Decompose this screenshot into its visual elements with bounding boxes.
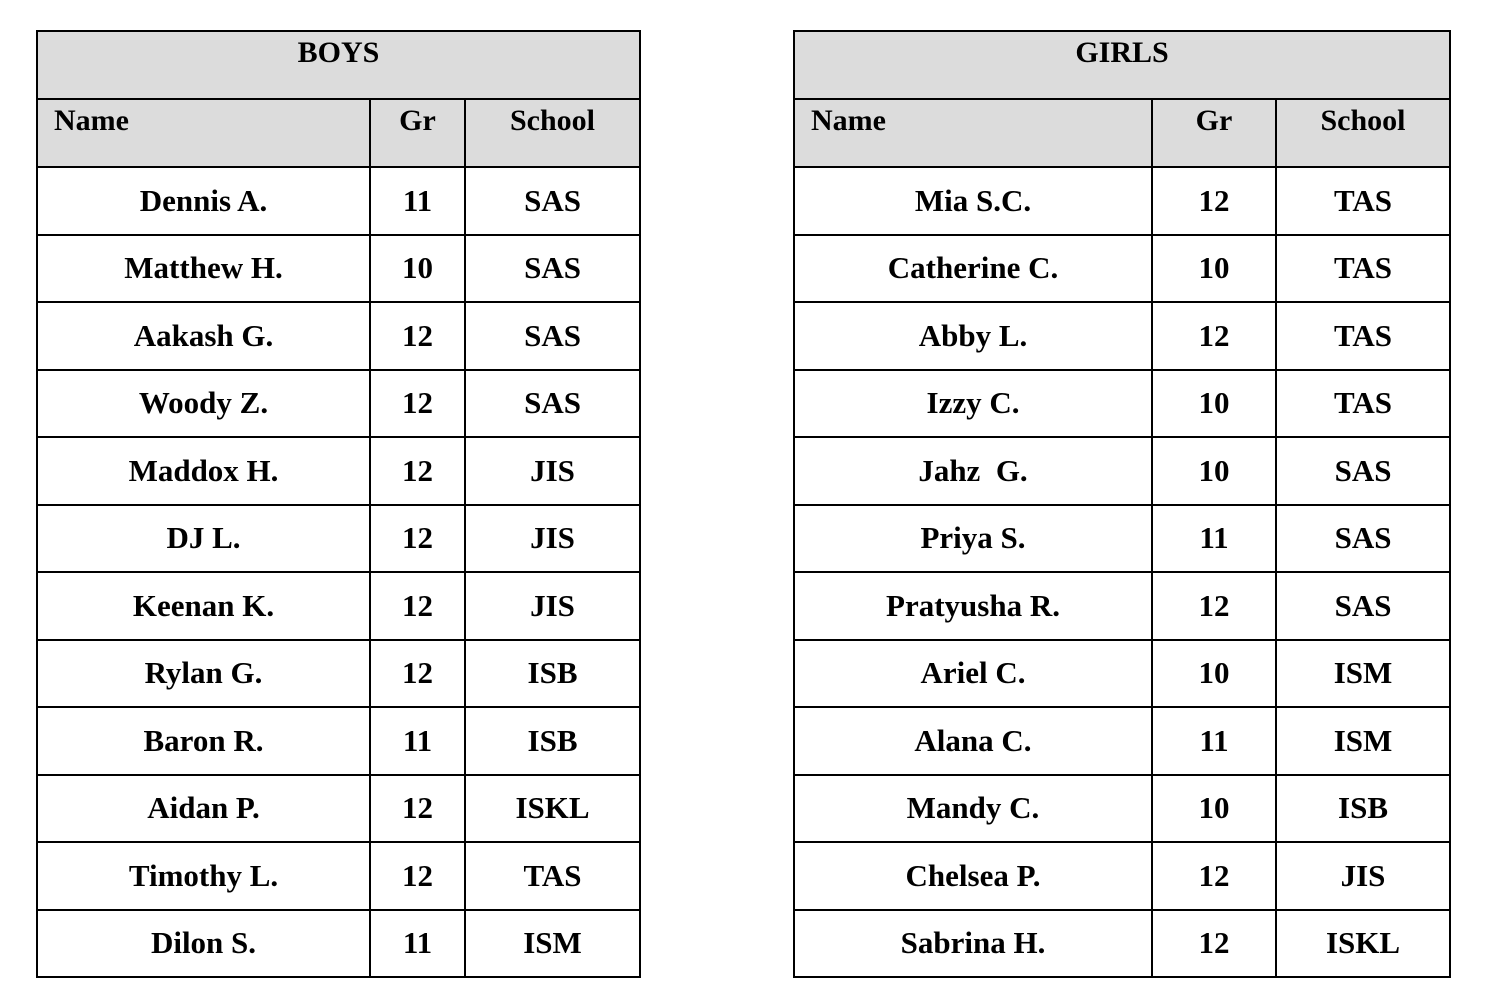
school-cell: SAS [1276, 572, 1450, 640]
boys-title: BOYS [37, 31, 640, 99]
girls-title: GIRLS [794, 31, 1450, 99]
school-cell: ISM [1276, 707, 1450, 775]
table-row [37, 707, 640, 775]
school-cell: ISB [1276, 775, 1450, 843]
grade-cell: 12 [1152, 167, 1276, 235]
grade-cell: 12 [370, 572, 465, 640]
name-cell: Keenan K. [37, 572, 370, 640]
grade-cell: 11 [1152, 505, 1276, 573]
grade-cell: 11 [370, 707, 465, 775]
grade-cell: 11 [370, 910, 465, 978]
name-cell: DJ L. [37, 505, 370, 573]
name-cell: Maddox H. [37, 437, 370, 505]
school-cell: TAS [1276, 167, 1450, 235]
girls-school-header: School [1276, 99, 1450, 167]
school-cell: TAS [1276, 370, 1450, 438]
girls-rows [794, 167, 1450, 977]
grade-cell: 10 [1152, 437, 1276, 505]
name-cell: Dilon S. [37, 910, 370, 978]
table-row [37, 370, 640, 438]
grade-cell: 12 [370, 370, 465, 438]
grade-cell: 12 [1152, 842, 1276, 910]
girls-name-header: Name [794, 99, 1152, 167]
grade-cell: 10 [1152, 370, 1276, 438]
grade-cell: 12 [370, 842, 465, 910]
grade-cell: 12 [370, 505, 465, 573]
girls-table [793, 30, 1451, 978]
table-row [37, 640, 640, 708]
name-cell: Rylan G. [37, 640, 370, 708]
name-cell: Baron R. [37, 707, 370, 775]
table-row [794, 302, 1450, 370]
boys-grade-header: Gr [370, 99, 465, 167]
boys-school-header: School [465, 99, 640, 167]
boys-rows [37, 167, 640, 977]
grade-cell: 10 [1152, 775, 1276, 843]
name-cell: Alana C. [794, 707, 1152, 775]
school-cell: SAS [465, 302, 640, 370]
table-row [794, 505, 1450, 573]
school-cell: SAS [465, 167, 640, 235]
table-row [794, 235, 1450, 303]
grade-cell: 10 [1152, 640, 1276, 708]
school-cell: SAS [465, 370, 640, 438]
table-row [794, 572, 1450, 640]
grade-cell: 11 [1152, 707, 1276, 775]
school-cell: TAS [1276, 302, 1450, 370]
table-row [37, 572, 640, 640]
school-cell: TAS [465, 842, 640, 910]
name-cell: Catherine C. [794, 235, 1152, 303]
name-cell: Abby L. [794, 302, 1152, 370]
table-row [794, 167, 1450, 235]
school-cell: JIS [465, 437, 640, 505]
name-cell: Woody Z. [37, 370, 370, 438]
grade-cell: 12 [370, 302, 465, 370]
grade-cell: 11 [370, 167, 465, 235]
table-row [37, 302, 640, 370]
name-cell: Pratyusha R. [794, 572, 1152, 640]
school-cell: SAS [1276, 505, 1450, 573]
school-cell: TAS [1276, 235, 1450, 303]
name-cell: Chelsea P. [794, 842, 1152, 910]
school-cell: ISKL [465, 775, 640, 843]
school-cell: JIS [1276, 842, 1450, 910]
table-row [37, 235, 640, 303]
grade-cell: 12 [1152, 302, 1276, 370]
school-cell: ISM [1276, 640, 1450, 708]
table-row [37, 842, 640, 910]
name-cell: Mia S.C. [794, 167, 1152, 235]
grade-cell: 12 [370, 775, 465, 843]
school-cell: ISB [465, 707, 640, 775]
table-row [794, 437, 1450, 505]
grade-cell: 12 [1152, 910, 1276, 978]
table-row [794, 640, 1450, 708]
grade-cell: 12 [1152, 572, 1276, 640]
school-cell: ISKL [1276, 910, 1450, 978]
name-cell: Timothy L. [37, 842, 370, 910]
girls-grade-header: Gr [1152, 99, 1276, 167]
table-row [37, 167, 640, 235]
name-cell: Izzy C. [794, 370, 1152, 438]
name-cell: Dennis A. [37, 167, 370, 235]
school-cell: SAS [465, 235, 640, 303]
school-cell: JIS [465, 572, 640, 640]
school-cell: SAS [1276, 437, 1450, 505]
name-cell: Aakash G. [37, 302, 370, 370]
boys-table [36, 30, 641, 978]
name-cell: Ariel C. [794, 640, 1152, 708]
table-row [794, 910, 1450, 978]
school-cell: ISM [465, 910, 640, 978]
table-row [794, 707, 1450, 775]
school-cell: JIS [465, 505, 640, 573]
name-cell: Priya S. [794, 505, 1152, 573]
name-cell: Aidan P. [37, 775, 370, 843]
name-cell: Mandy C. [794, 775, 1152, 843]
table-row [37, 775, 640, 843]
grade-cell: 10 [370, 235, 465, 303]
boys-name-header: Name [37, 99, 370, 167]
table-row [794, 775, 1450, 843]
table-row [37, 437, 640, 505]
grade-cell: 12 [370, 640, 465, 708]
table-row [794, 842, 1450, 910]
grade-cell: 10 [1152, 235, 1276, 303]
table-row [794, 370, 1450, 438]
name-cell: Sabrina H. [794, 910, 1152, 978]
name-cell: Jahz G. [794, 437, 1152, 505]
table-row [37, 505, 640, 573]
school-cell: ISB [465, 640, 640, 708]
grade-cell: 12 [370, 437, 465, 505]
name-cell: Matthew H. [37, 235, 370, 303]
table-row [37, 910, 640, 978]
